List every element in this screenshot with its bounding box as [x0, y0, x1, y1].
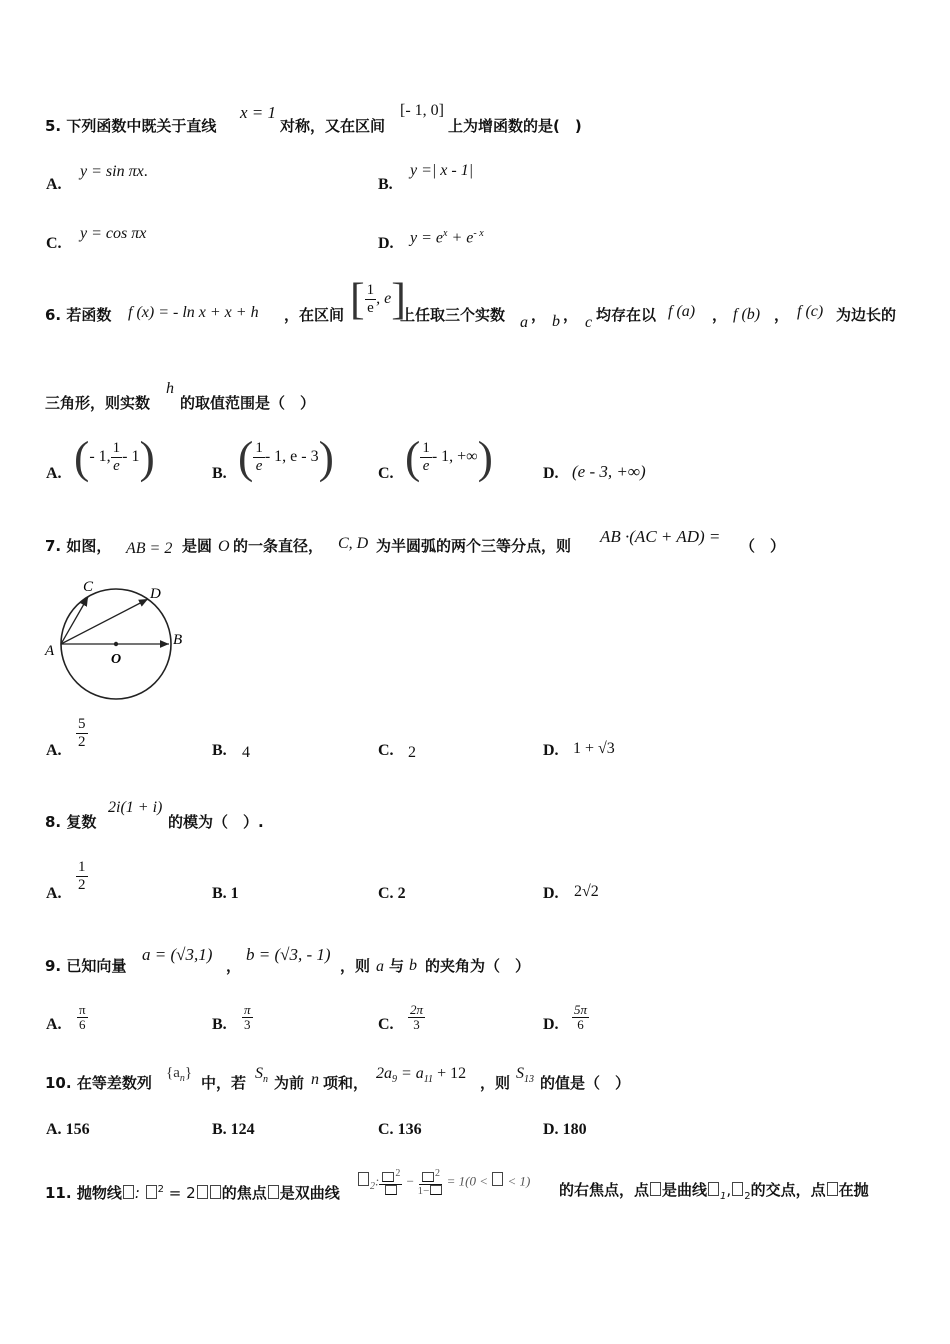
- q7-label-o: O: [111, 652, 122, 667]
- q5-option-c-label: C.: [46, 235, 62, 252]
- q7-label-c: C: [83, 579, 94, 595]
- q6-interval-num: 1: [366, 282, 375, 298]
- q10-seq-open: {a: [166, 1065, 180, 1081]
- q5-option-d-exp1: x: [443, 228, 448, 239]
- missing-glyph-icon: [732, 1182, 743, 1196]
- q9-option-d-label: D.: [543, 1016, 559, 1033]
- q6-fa: f (a): [668, 303, 696, 320]
- missing-glyph-icon: [422, 1172, 434, 1182]
- q9-option-d[interactable]: [572, 1003, 589, 1032]
- q11-text-d: 的右焦点，点: [559, 1181, 650, 1199]
- q7-text-a: 如图，: [66, 537, 112, 555]
- missing-glyph-icon: [430, 1185, 442, 1195]
- q6-var-a: a: [520, 314, 528, 331]
- q11-number: 11.: [45, 1184, 72, 1202]
- q11-text-b: 的焦点: [221, 1184, 267, 1202]
- q8-option-c-label[interactable]: [378, 885, 406, 903]
- q7-option-b-label: B.: [212, 742, 227, 759]
- q6-comma-2: ，: [563, 306, 579, 324]
- q7-number: 7.: [45, 537, 62, 555]
- q5-text-a: 下列函数中既关于直线: [66, 117, 217, 135]
- q10-text-c: 为前: [274, 1074, 305, 1092]
- q10-option-d[interactable]: [543, 1121, 587, 1139]
- q9-option-c[interactable]: [408, 1003, 425, 1032]
- q7-option-a[interactable]: [76, 716, 88, 751]
- q9-option-b-den: 3: [244, 1017, 251, 1032]
- q6-option-c-den: e: [422, 458, 430, 474]
- q10-option-a-letter: A.: [46, 1121, 62, 1138]
- q5-option-d-label: D.: [378, 235, 394, 252]
- q10-text-d: 项和，: [323, 1074, 369, 1092]
- q8-option-a-label: A.: [46, 885, 62, 902]
- q6-option-c-label: C.: [378, 465, 394, 482]
- q9-var-a: a: [376, 958, 384, 975]
- q7-expr: AB ·(AC + AD) =: [600, 527, 721, 546]
- q6-option-a-post: - 1: [122, 448, 140, 466]
- q6-option-a[interactable]: (- 1, $\frac{1}{e}$ - 1): [74, 431, 155, 483]
- q10-option-c-letter: C.: [378, 1121, 394, 1138]
- q10-eq-a: 2a: [376, 1065, 392, 1082]
- q6-interval-rest: , e: [376, 290, 392, 308]
- q7-label-d: D: [150, 586, 161, 602]
- q6-option-a-pre: - 1,: [89, 448, 111, 466]
- q10-seq-sub: n: [179, 1073, 185, 1084]
- q6-var-b: b: [552, 313, 560, 330]
- q10-option-b-value: 124: [230, 1121, 255, 1138]
- q8-option-d-label: D.: [543, 885, 559, 902]
- q10-text-a: 在等差数列: [76, 1074, 152, 1092]
- q9-option-d-num: 5π: [574, 1002, 588, 1017]
- q6-interval-den: e: [367, 300, 374, 316]
- q6-option-b[interactable]: ( $\frac{1}{e}$ - 1, e - 3): [238, 431, 334, 483]
- q9-vec-b: b = (√3, - 1): [246, 945, 331, 964]
- q8-stem-start: [45, 813, 96, 831]
- q9-vec-a: a = (√3,1): [142, 945, 213, 964]
- missing-glyph-icon: [358, 1172, 369, 1186]
- q11-stem: 11. 抛物线 : $^2$ = 2 的焦点 是双曲线: [45, 1184, 340, 1202]
- q8-option-d[interactable]: 2√2: [574, 883, 599, 900]
- q6-text-d: 均存在以: [596, 306, 657, 324]
- q7-stem-start: [45, 537, 111, 555]
- q10-eq-b: = a: [397, 1065, 424, 1082]
- q8-number: 8.: [45, 813, 62, 831]
- q9-option-a-label: A.: [46, 1016, 62, 1033]
- q5-option-a-value: y = sin πx: [80, 163, 144, 180]
- q7-option-d[interactable]: 1 + √3: [573, 740, 615, 757]
- q6-comma-3: ，: [712, 306, 728, 324]
- q5-option-a[interactable]: [80, 163, 148, 181]
- q10-seq: [166, 1064, 192, 1088]
- q8-option-b-label[interactable]: [212, 885, 239, 903]
- q11-text-a: 抛物线: [76, 1184, 122, 1202]
- missing-glyph-icon: [492, 1172, 503, 1186]
- q7-text-b: 是圆: [182, 537, 213, 555]
- q6-option-d[interactable]: (e - 3, +∞): [572, 462, 646, 481]
- q10-sn-letter: S: [255, 1065, 263, 1082]
- q6-option-b-num: 1: [255, 440, 263, 456]
- q6-text-c: 上任取三个实数: [400, 306, 506, 324]
- q10-option-d-letter: D.: [543, 1121, 559, 1138]
- q10-option-c-value: 136: [397, 1121, 422, 1138]
- q9-var-b: b: [409, 957, 417, 974]
- q10-var-n: n: [311, 1071, 319, 1088]
- q9-text-d: 的夹角为（ ）: [425, 957, 531, 975]
- q10-eq-c: + 12: [433, 1065, 467, 1082]
- q10-equation: [376, 1065, 466, 1089]
- q9-stem-start: [45, 957, 126, 975]
- q7-text-d: 为半圆弧的两个三等分点，则: [376, 537, 572, 555]
- q11-text-f: 的交点，点: [750, 1181, 826, 1199]
- q8-option-a-den: 2: [78, 877, 86, 893]
- q10-s13-sub: 13: [524, 1074, 534, 1086]
- q10-sn-sub: n: [263, 1074, 268, 1086]
- q11-text-g: 在抛: [838, 1181, 869, 1199]
- q6-var-h: h: [166, 380, 174, 397]
- q6-interval: [ $\frac{1}{e}$ , e]: [350, 274, 406, 324]
- q6-option-a-label: A.: [46, 465, 62, 482]
- q6-fc: f (c): [797, 303, 824, 320]
- q9-option-d-den: 6: [577, 1017, 584, 1032]
- q7-ab: AB = 2: [126, 540, 173, 557]
- q6-fb: f (b): [733, 306, 761, 323]
- q9-option-b-num: π: [244, 1002, 251, 1017]
- q5-option-d[interactable]: [410, 225, 484, 247]
- q9-text-c: 与: [389, 957, 405, 975]
- q7-label-b: B: [173, 632, 183, 648]
- q6-option-b-post: - 1, e - 3: [264, 448, 319, 466]
- q8-expr: 2i(1 + i): [108, 799, 163, 816]
- q9-option-b-label: B.: [212, 1016, 227, 1033]
- q5-option-d-mid: + e: [447, 229, 474, 247]
- q10-stem-start: [45, 1074, 152, 1092]
- q7-option-a-num: 5: [78, 716, 86, 732]
- q8-option-b-value: 1: [230, 885, 239, 902]
- q5-stem: [45, 117, 216, 135]
- missing-glyph-icon: [382, 1172, 394, 1182]
- q10-eq-sub2: 11: [423, 1074, 434, 1086]
- q10-text-b: 中，若: [201, 1074, 247, 1092]
- q9-number: 9.: [45, 957, 62, 975]
- q10-option-a[interactable]: [46, 1121, 90, 1139]
- missing-glyph-icon: [708, 1182, 719, 1196]
- missing-glyph-icon: [146, 1185, 157, 1199]
- q6-comma-4: ，: [774, 306, 790, 324]
- q10-s13-letter: S: [516, 1065, 524, 1082]
- q7-option-c-label: C.: [378, 742, 394, 759]
- q5-text-b: 对称，又在区间: [280, 117, 386, 135]
- q7-circle-figure: [40, 575, 200, 705]
- q6-text-e: 为边长的: [836, 306, 897, 324]
- q9-option-a-den: 6: [79, 1017, 86, 1032]
- q10-sn: [255, 1065, 268, 1089]
- q10-seq-close: }: [184, 1065, 193, 1081]
- q11-stem-cont: 的右焦点，点 是曲线 $_1$, $_2$的交点，点 在抛: [559, 1181, 869, 1202]
- missing-glyph-icon: [385, 1185, 397, 1195]
- q6-var-c: c: [585, 314, 593, 331]
- q6-line2-b: 的取值范围是（ ）: [180, 394, 316, 412]
- q11-hyper-end: < 1): [507, 1173, 531, 1189]
- q10-option-b[interactable]: [212, 1121, 255, 1139]
- missing-glyph-icon: [827, 1182, 838, 1196]
- q7-option-a-label: A.: [46, 742, 62, 759]
- q5-option-d-base: y = e: [410, 229, 443, 247]
- q6-option-a-den: e: [113, 458, 120, 474]
- q5-line-expr: x = 1: [240, 103, 277, 122]
- q9-option-c-num: 2π: [410, 1002, 424, 1017]
- q6-option-c-num: 1: [422, 440, 430, 456]
- q6-text-b: ，在区间: [284, 306, 345, 324]
- q5-option-a-suffix: .: [143, 163, 148, 180]
- q7-option-b[interactable]: 4: [242, 744, 250, 761]
- q9-text-a: 已知向量: [66, 957, 127, 975]
- q5-option-c[interactable]: y = cos πx: [80, 225, 147, 242]
- q6-option-d-label: D.: [543, 465, 559, 482]
- q8-option-c-letter: C.: [378, 885, 394, 902]
- q7-option-d-label: D.: [543, 742, 559, 759]
- q6-stem-start: [45, 306, 111, 324]
- missing-glyph-icon: [197, 1185, 208, 1199]
- q5-option-b[interactable]: y =| x - 1|: [410, 162, 474, 179]
- q9-option-a-num: π: [79, 1002, 86, 1017]
- q6-option-c[interactable]: ( $\frac{1}{e}$ - 1, +∞): [405, 431, 493, 483]
- q7-var-cd: C, D: [338, 535, 369, 552]
- q6-option-c-post: - 1, +∞: [431, 448, 478, 466]
- q8-option-a[interactable]: [76, 859, 88, 894]
- q8-text-a: 复数: [66, 813, 97, 831]
- q8-option-c-value: 2: [397, 885, 406, 902]
- q9-option-b[interactable]: [242, 1003, 253, 1032]
- q8-text-b: 的模为（ ）.: [168, 813, 264, 831]
- q5-option-d-exp2: - x: [473, 228, 484, 239]
- q10-eq-sub1: 9: [392, 1074, 397, 1086]
- q9-option-c-den: 3: [413, 1017, 420, 1032]
- q7-option-a-den: 2: [78, 734, 86, 750]
- q7-text-e: （ ）: [740, 537, 786, 555]
- q5-option-b-label: B.: [378, 176, 393, 193]
- q10-option-d-value: 180: [562, 1121, 587, 1138]
- q8-option-a-num: 1: [78, 859, 86, 875]
- missing-glyph-icon: [268, 1185, 279, 1199]
- q6-option-a-num: 1: [112, 440, 121, 456]
- q6-func: f (x) = - ln x + x + h: [128, 304, 259, 321]
- q11-hyper-eq: = 1(0 <: [446, 1173, 488, 1189]
- q9-sep: ，: [226, 957, 242, 975]
- q8-option-b-letter: B.: [212, 885, 227, 902]
- q9-option-c-label: C.: [378, 1016, 394, 1033]
- q7-text-c: 的一条直径，: [233, 537, 324, 555]
- q6-option-b-label: B.: [212, 465, 227, 482]
- q6-comma-1: ，: [531, 306, 547, 324]
- q6-number: 6.: [45, 306, 62, 324]
- q6-option-b-den: e: [255, 458, 263, 474]
- q10-s13: [516, 1065, 534, 1089]
- q7-var-o: O: [218, 538, 230, 555]
- q9-text-b: ，则: [340, 957, 371, 975]
- q5-interval: [- 1, 0]: [400, 102, 444, 119]
- missing-glyph-icon: [210, 1185, 221, 1199]
- q6-line2-a: 三角形，则实数: [45, 394, 151, 412]
- q7-option-c[interactable]: 2: [408, 744, 416, 761]
- q6-text-a: 若函数: [66, 306, 112, 324]
- q5-option-a-label: A.: [46, 176, 62, 193]
- q9-option-a[interactable]: [77, 1003, 88, 1032]
- q10-option-c[interactable]: [378, 1121, 422, 1139]
- q11-hyperbola: $_2$: 2 − $\frac{2}{1-}$ = 1(0 < < 1): [357, 1168, 530, 1197]
- q10-text-e: ，则: [480, 1074, 511, 1092]
- q11-text-c: 是双曲线: [279, 1184, 340, 1202]
- q10-option-a-value: 156: [65, 1121, 90, 1138]
- missing-glyph-icon: [650, 1182, 661, 1196]
- q5-number: 5.: [45, 117, 62, 135]
- q7-center-dot: [114, 642, 118, 646]
- q10-option-b-letter: B.: [212, 1121, 227, 1138]
- missing-glyph-icon: [123, 1185, 134, 1199]
- q5-text-c: 上为增函数的是( ): [448, 117, 582, 135]
- q11-text-e: 是曲线: [662, 1181, 708, 1199]
- q10-number: 10.: [45, 1074, 72, 1092]
- q10-text-f: 的值是（ ）: [540, 1074, 631, 1092]
- q7-label-a: A: [45, 643, 55, 659]
